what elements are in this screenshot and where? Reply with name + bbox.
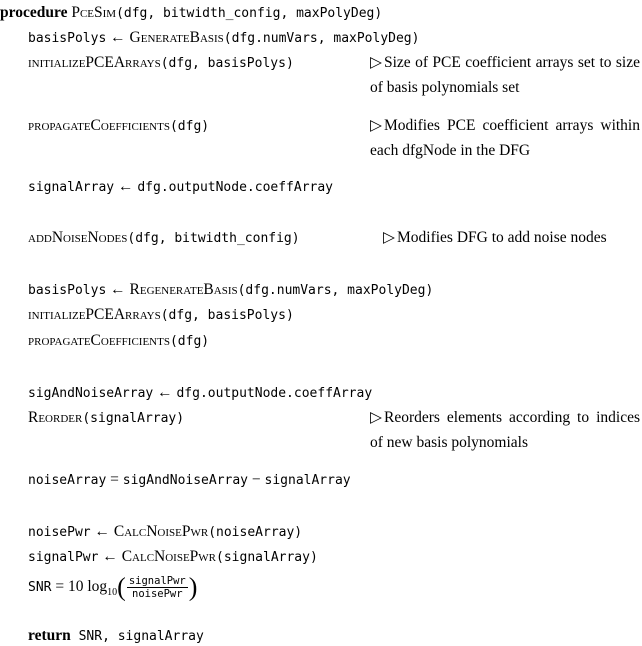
keyword-procedure: procedure <box>0 4 68 21</box>
var-sigAndNoiseArray: sigAndNoiseArray <box>122 473 249 488</box>
assign-arrow: ← <box>114 178 138 195</box>
snr-formula-prefix: = 10 log <box>51 578 108 595</box>
fn-propagate-coefficients: propagateCoefficients <box>28 117 170 134</box>
comment-text: Modifies PCE coefficient arrays within each dfgNode in the DFG <box>370 117 640 159</box>
fn-add-noise-nodes: addNoiseNodes <box>28 229 128 246</box>
var-basisPolys: basisPolys <box>28 31 107 46</box>
line-regen-basis <box>28 280 433 300</box>
fraction <box>127 575 188 600</box>
expr: dfg.outputNode.coeffArray <box>137 180 334 195</box>
var-signalArray: signalArray <box>28 180 115 195</box>
fn-args: (dfg.numVars, maxPolyDeg) <box>237 283 434 298</box>
line-sig-and-noise <box>28 383 372 403</box>
fn-args: (dfg, basisPolys) <box>160 56 294 71</box>
line-noise-pwr <box>28 522 302 542</box>
paren-open: ( <box>117 572 126 602</box>
comment-triangle-icon: ▷ <box>383 229 395 246</box>
procedure-args: (dfg, bitwidth_config, maxPolyDeg) <box>116 6 383 21</box>
line-add-noise <box>28 228 300 248</box>
fn-calc-noise-pwr: CalcNoisePwr <box>113 523 209 540</box>
fn-initialize-pce-arrays: initializePCEArrays <box>28 54 161 71</box>
var-noiseArray: noiseArray <box>28 473 107 488</box>
fn-propagate-coefficients: propagateCoefficients <box>28 332 170 349</box>
fn-args: (dfg, bitwidth_config) <box>127 231 300 246</box>
line-init-pce <box>28 53 294 73</box>
line-propagate-2 <box>28 331 209 351</box>
procedure-header <box>0 3 382 23</box>
minus-sign: − <box>248 471 265 488</box>
line-signal-pwr <box>28 547 318 567</box>
line-snr <box>28 572 197 608</box>
fn-args: (dfg) <box>169 334 210 349</box>
comment-triangle-icon: ▷ <box>370 409 382 426</box>
assign-arrow: ← <box>98 548 122 565</box>
log-base: 10 <box>107 587 118 599</box>
line-return <box>28 626 204 646</box>
fn-reorder: Reorder <box>28 409 83 426</box>
equals-sign: = <box>106 471 123 488</box>
assign-arrow: ← <box>106 281 130 298</box>
var-noisePwr: noisePwr <box>28 525 91 540</box>
assign-arrow: ← <box>90 523 114 540</box>
line-init-pce-2 <box>28 305 294 325</box>
var-signalPwr: signalPwr <box>28 550 99 565</box>
var-sigAndNoiseArray: sigAndNoiseArray <box>28 386 154 401</box>
line-noise-array <box>28 470 351 490</box>
fn-args: (dfg) <box>169 119 210 134</box>
fn-args: (noiseArray) <box>208 525 303 540</box>
comment-triangle-icon: ▷ <box>370 54 382 71</box>
fn-args: (dfg.numVars, maxPolyDeg) <box>223 31 420 46</box>
fn-args: (signalArray) <box>216 550 318 565</box>
comment-text: Modifies DFG to add noise nodes <box>397 229 607 246</box>
comment-add-noise <box>383 225 640 250</box>
expr: dfg.outputNode.coeffArray <box>176 386 373 401</box>
comment-text: Reorders elements according to indices of new basis polynomials <box>370 409 640 451</box>
fn-args: (dfg, basisPolys) <box>160 308 294 323</box>
line-propagate <box>28 116 209 136</box>
fn-regenerate-basis: RegenerateBasis <box>129 281 238 298</box>
var-signalArray: signalArray <box>264 473 351 488</box>
fn-calc-noise-pwr: CalcNoisePwr <box>121 548 217 565</box>
comment-triangle-icon: ▷ <box>370 117 382 134</box>
assign-arrow: ← <box>153 384 177 401</box>
comment-modifies-pce <box>370 113 640 163</box>
line-signal-array <box>28 177 333 197</box>
assign-arrow: ← <box>106 29 130 46</box>
fn-args: (signalArray) <box>82 411 185 426</box>
return-values: SNR, signalArray <box>70 629 204 644</box>
procedure-name: PceSim <box>71 4 117 21</box>
keyword-return: return <box>28 627 71 644</box>
comment-reorder <box>370 405 640 455</box>
comment-size-pce <box>370 50 640 100</box>
fraction-denominator: noisePwr <box>132 587 183 600</box>
fn-generate-basis: GenerateBasis <box>129 29 224 46</box>
fn-initialize-pce-arrays: initializePCEArrays <box>28 306 161 323</box>
line-basis-polys <box>28 28 419 48</box>
var-basisPolys: basisPolys <box>28 283 107 298</box>
fraction-numerator: signalPwr <box>128 574 186 587</box>
paren-close: ) <box>188 572 198 602</box>
line-reorder <box>28 408 184 428</box>
var-SNR: SNR <box>28 580 52 595</box>
comment-text: Size of PCE coefficient arrays set to size of basis polynomials set <box>370 54 640 96</box>
